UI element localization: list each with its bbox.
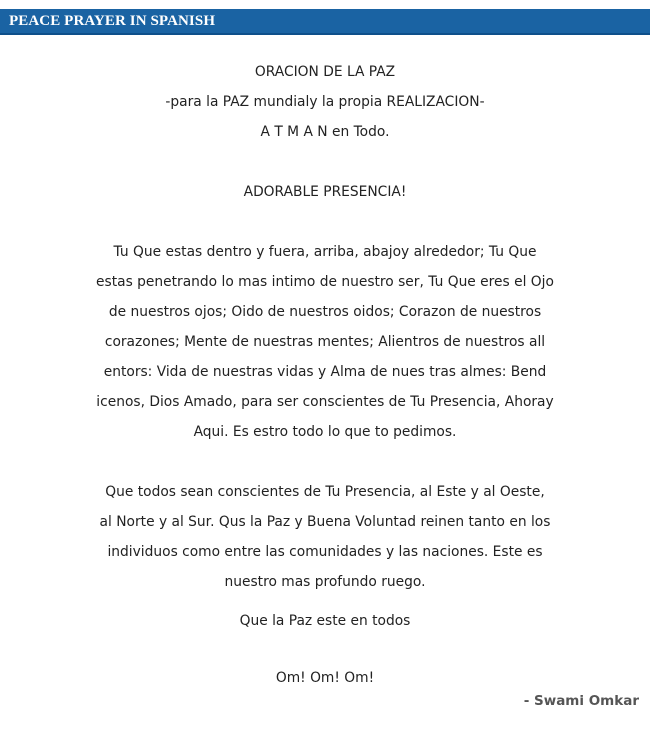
paragraph-line: al Norte y al Sur. Qus la Paz y Buena Voluntad reinen tanto en los	[99, 514, 551, 530]
prayer-text	[0, 57, 650, 693]
paragraph-line: Que todos sean conscientes de Tu Presencia, al Este y al Oeste,	[105, 484, 545, 500]
author-signature: - Swami Omkar	[523, 693, 639, 709]
paragraph-line: icenos, Dios Amado, para ser conscientes de Tu Presencia, Ahoray	[96, 394, 554, 410]
paragraph-line: corazones; Mente de nuestras mentes; Alientros de nuestros all	[104, 334, 546, 350]
title-bar	[0, 9, 650, 35]
paragraph-line: entors: Vida de nuestras vidas y Alma de nues tras almes: Bend	[103, 364, 547, 380]
paragraph-line: de nuestros ojos; Oido de nuestros oidos; Corazon de nuestros	[108, 304, 542, 320]
paragraph-line: Aqui. Es estro todo lo que to pedimos.	[193, 424, 457, 440]
paragraph-line: individuos como entre las comunidades y las naciones. Este es	[107, 544, 543, 560]
prayer-heading-line: -para la PAZ mundialy la propia REALIZACION-	[165, 94, 485, 110]
paragraph-line: estas penetrando lo mas intimo de nuestro ser, Tu Que eres el Ojo	[96, 274, 554, 290]
prayer-closing: Que la Paz este en todos	[239, 613, 411, 629]
page-title: PEACE PRAYER IN SPANISH	[9, 13, 216, 29]
prayer-heading-line: A T M A N en Todo.	[260, 124, 390, 140]
paragraph-line: nuestro mas profundo ruego.	[224, 574, 426, 590]
prayer-salutation: ADORABLE PRESENCIA!	[243, 184, 407, 200]
paragraph-line: Tu Que estas dentro y fuera, arriba, abajoy alrededor; Tu Que	[113, 244, 537, 260]
om-chant: Om! Om! Om!	[275, 670, 375, 686]
prayer-heading-line: ORACION DE LA PAZ	[254, 64, 396, 80]
